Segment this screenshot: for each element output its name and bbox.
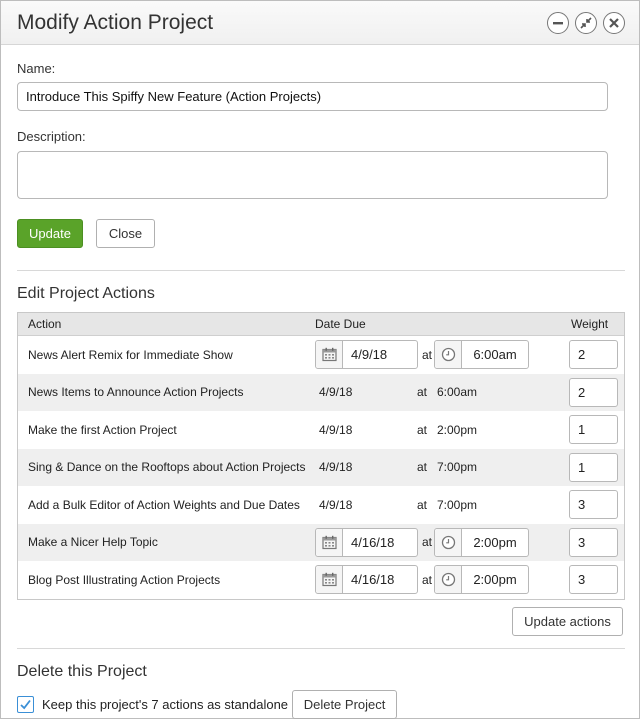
clock-icon[interactable] — [435, 566, 462, 593]
keep-actions-label: Keep this project's 7 actions as standalone — [42, 696, 289, 712]
minimize-icon[interactable] — [547, 12, 569, 34]
dialog-title: Modify Action Project — [17, 10, 214, 34]
weight-cell — [569, 340, 624, 369]
table-header — [18, 313, 624, 336]
due-date-cell — [315, 498, 569, 512]
at-label: at — [422, 535, 433, 550]
calendar-icon[interactable] — [316, 529, 343, 556]
actions-section — [1, 285, 639, 636]
date-picker[interactable] — [315, 565, 418, 594]
due-date-cell — [315, 565, 569, 594]
due-date-cell — [315, 460, 569, 474]
due-date-cell — [315, 528, 569, 557]
time-value[interactable]: 7:00pm — [437, 497, 478, 512]
checkmark-icon — [19, 698, 32, 711]
date-value[interactable]: 4/16/18 — [351, 572, 395, 588]
table-row — [18, 561, 624, 599]
time-value[interactable]: 2:00pm — [437, 422, 478, 437]
at-label: at — [417, 497, 428, 512]
time-value[interactable]: 6:00am — [437, 385, 478, 400]
delete-controls — [17, 690, 623, 719]
weight-input[interactable]: 3 — [569, 528, 618, 557]
update-actions-button[interactable]: Update actions — [512, 607, 623, 636]
at-label: at — [417, 385, 428, 400]
table-row — [18, 411, 624, 449]
date-picker[interactable] — [315, 528, 418, 557]
table-row — [18, 374, 624, 412]
time-value[interactable]: 2:00pm — [473, 572, 517, 588]
edit-actions-title: Edit Project Actions — [17, 285, 155, 302]
weight-input[interactable]: 3 — [569, 490, 618, 519]
at-label: at — [422, 572, 433, 587]
keep-actions-checkbox[interactable] — [17, 696, 34, 713]
calendar-icon[interactable] — [316, 341, 343, 368]
time-value[interactable]: 7:00pm — [437, 460, 478, 475]
form-buttons — [17, 219, 623, 248]
section-divider — [17, 648, 625, 649]
date-value[interactable]: 4/9/18 — [319, 460, 353, 475]
weight-input[interactable]: 1 — [569, 415, 618, 444]
due-date-cell — [315, 385, 569, 399]
restore-icon[interactable] — [575, 12, 597, 34]
weight-cell — [569, 490, 624, 519]
update-actions-row — [17, 607, 623, 636]
date-value[interactable]: 4/9/18 — [319, 497, 353, 512]
update-button[interactable]: Update — [17, 219, 83, 248]
action-name: News Items to Announce Action Projects — [28, 385, 244, 400]
close-icon[interactable] — [603, 12, 625, 34]
at-label: at — [422, 347, 433, 362]
actions-table — [17, 312, 625, 600]
action-name: News Alert Remix for Immediate Show — [28, 347, 233, 362]
table-row — [18, 486, 624, 524]
time-picker[interactable] — [434, 565, 529, 594]
table-row — [18, 336, 624, 374]
weight-cell — [569, 565, 624, 594]
header-weight: Weight — [571, 317, 609, 331]
dialog-body — [1, 61, 639, 248]
table-row — [18, 449, 624, 487]
date-value[interactable]: 4/9/18 — [319, 422, 353, 437]
time-picker[interactable] — [434, 528, 529, 557]
weight-input[interactable]: 2 — [569, 378, 618, 407]
clock-icon[interactable] — [435, 529, 462, 556]
header-date-due: Date Due — [315, 317, 366, 331]
date-picker[interactable] — [315, 340, 418, 369]
description-field[interactable] — [17, 151, 608, 199]
name-label: Name: — [17, 61, 56, 76]
date-value[interactable]: 4/16/18 — [351, 534, 395, 550]
table-row — [18, 524, 624, 562]
weight-cell — [569, 378, 624, 407]
dialog-titlebar — [1, 1, 639, 45]
date-value[interactable]: 4/9/18 — [319, 385, 353, 400]
header-action: Action — [28, 317, 62, 331]
close-button[interactable]: Close — [96, 219, 155, 248]
weight-input[interactable]: 1 — [569, 453, 618, 482]
weight-cell — [569, 528, 624, 557]
calendar-icon[interactable] — [316, 566, 343, 593]
action-name: Sing & Dance on the Rooftops about Action Projects — [28, 460, 306, 475]
at-label: at — [417, 422, 428, 437]
weight-input[interactable]: 2 — [569, 340, 618, 369]
table-body — [18, 336, 624, 599]
section-divider — [17, 270, 625, 271]
action-name: Blog Post Illustrating Action Projects — [28, 572, 221, 587]
due-date-cell — [315, 340, 569, 369]
delete-project-button[interactable]: Delete Project — [292, 690, 397, 719]
at-label: at — [417, 460, 428, 475]
weight-input[interactable]: 3 — [569, 565, 618, 594]
weight-cell — [569, 453, 624, 482]
time-value[interactable]: 2:00pm — [473, 534, 517, 550]
due-date-cell — [315, 423, 569, 437]
action-name: Add a Bulk Editor of Action Weights and Due Dates — [28, 497, 300, 512]
weight-cell — [569, 415, 624, 444]
delete-project-title: Delete this Project — [17, 662, 147, 680]
name-field[interactable] — [17, 82, 608, 111]
action-name: Make a Nicer Help Topic — [28, 535, 158, 550]
delete-section — [1, 663, 639, 719]
clock-icon[interactable] — [435, 341, 462, 368]
description-label: Description: — [17, 129, 86, 144]
time-value[interactable]: 6:00am — [473, 347, 517, 363]
action-name: Make the first Action Project — [28, 422, 177, 437]
time-picker[interactable] — [434, 340, 529, 369]
date-value[interactable]: 4/9/18 — [351, 347, 388, 363]
